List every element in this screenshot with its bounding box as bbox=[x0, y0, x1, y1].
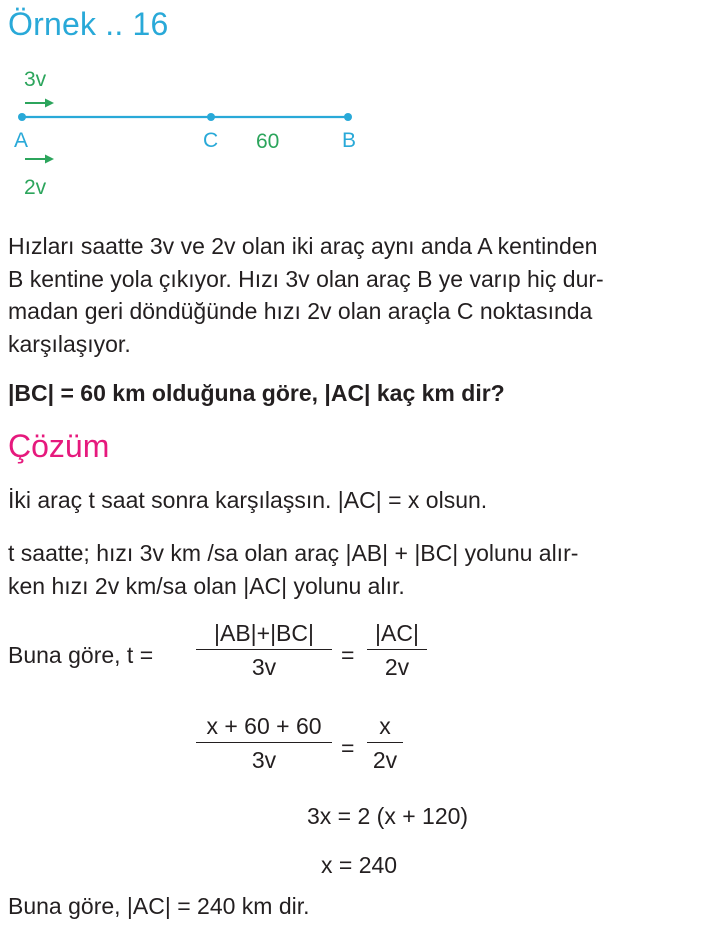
solution-line-2b: ken hızı 2v km/sa olan |AC| yolunu alır. bbox=[8, 572, 405, 599]
solution-paragraph bbox=[8, 537, 708, 602]
problem-text bbox=[8, 230, 708, 360]
step4-equation: x = 240 bbox=[321, 852, 398, 878]
solution-line-2a: t saatte; hızı 3v km /sa olan araç |AB| + |BC| yolunu alır- bbox=[8, 540, 579, 566]
equals-sign: = bbox=[341, 735, 355, 761]
speed-label-top: 3v bbox=[24, 68, 47, 91]
fraction-numerator: x + 60 + 60 bbox=[206, 713, 322, 739]
step1-prefix: Buna göre, t = bbox=[8, 642, 154, 668]
arrow-right-icon bbox=[25, 99, 54, 108]
solution-line-1: İki araç t saat sonra karşılaşsın. |AC| = x olsun. bbox=[8, 487, 488, 513]
problem-line: Hızları saatte 3v ve 2v olan iki araç aynı anda A kentinden bbox=[8, 233, 598, 259]
step2-fraction-2 bbox=[367, 713, 403, 774]
point-c-label: C bbox=[203, 129, 219, 152]
point-c-dot bbox=[207, 113, 215, 121]
speed-label-bottom: 2v bbox=[24, 176, 47, 199]
point-b-dot bbox=[344, 113, 352, 121]
fraction-numerator: |AB|+|BC| bbox=[214, 620, 314, 646]
fraction-numerator: |AC| bbox=[375, 620, 419, 646]
step3-equation: 3x = 2 (x + 120) bbox=[307, 803, 469, 829]
fraction-numerator: x bbox=[379, 713, 391, 739]
fraction-bar bbox=[367, 742, 403, 743]
step1-fraction-2 bbox=[367, 620, 427, 681]
fraction-denominator: 3v bbox=[251, 654, 277, 681]
point-a-dot bbox=[18, 113, 26, 121]
point-a-label: A bbox=[14, 129, 29, 152]
distance-diagram bbox=[0, 60, 380, 210]
fraction-denominator: 3v bbox=[251, 747, 277, 774]
fraction-bar bbox=[367, 649, 427, 650]
problem-line: B kentine yola çıkıyor. Hızı 3v olan araç B ye varıp hiç dur- bbox=[8, 265, 604, 292]
question-text: |BC| = 60 km olduğuna göre, |AC| kaç km dir? bbox=[8, 380, 505, 406]
step1-fraction-1 bbox=[196, 620, 332, 681]
equals-sign: = bbox=[341, 642, 355, 668]
arrow-right-icon bbox=[25, 155, 54, 164]
problem-line: madan geri döndüğünde hızı 2v olan araçla C noktasında bbox=[8, 298, 593, 324]
example-title: Örnek .. 16 bbox=[8, 6, 169, 42]
fraction-bar bbox=[196, 742, 332, 743]
problem-line: karşılaşıyor. bbox=[8, 330, 131, 357]
conclusion-text: Buna göre, |AC| = 240 km dir. bbox=[8, 893, 310, 919]
solution-title: Çözüm bbox=[8, 428, 110, 464]
step2-fraction-1 bbox=[196, 713, 332, 774]
fraction-bar bbox=[196, 649, 332, 650]
fraction-denominator: 2v bbox=[372, 747, 398, 774]
distance-cb-label: 60 bbox=[256, 130, 280, 153]
point-b-label: B bbox=[342, 129, 357, 152]
fraction-denominator: 2v bbox=[384, 654, 410, 681]
